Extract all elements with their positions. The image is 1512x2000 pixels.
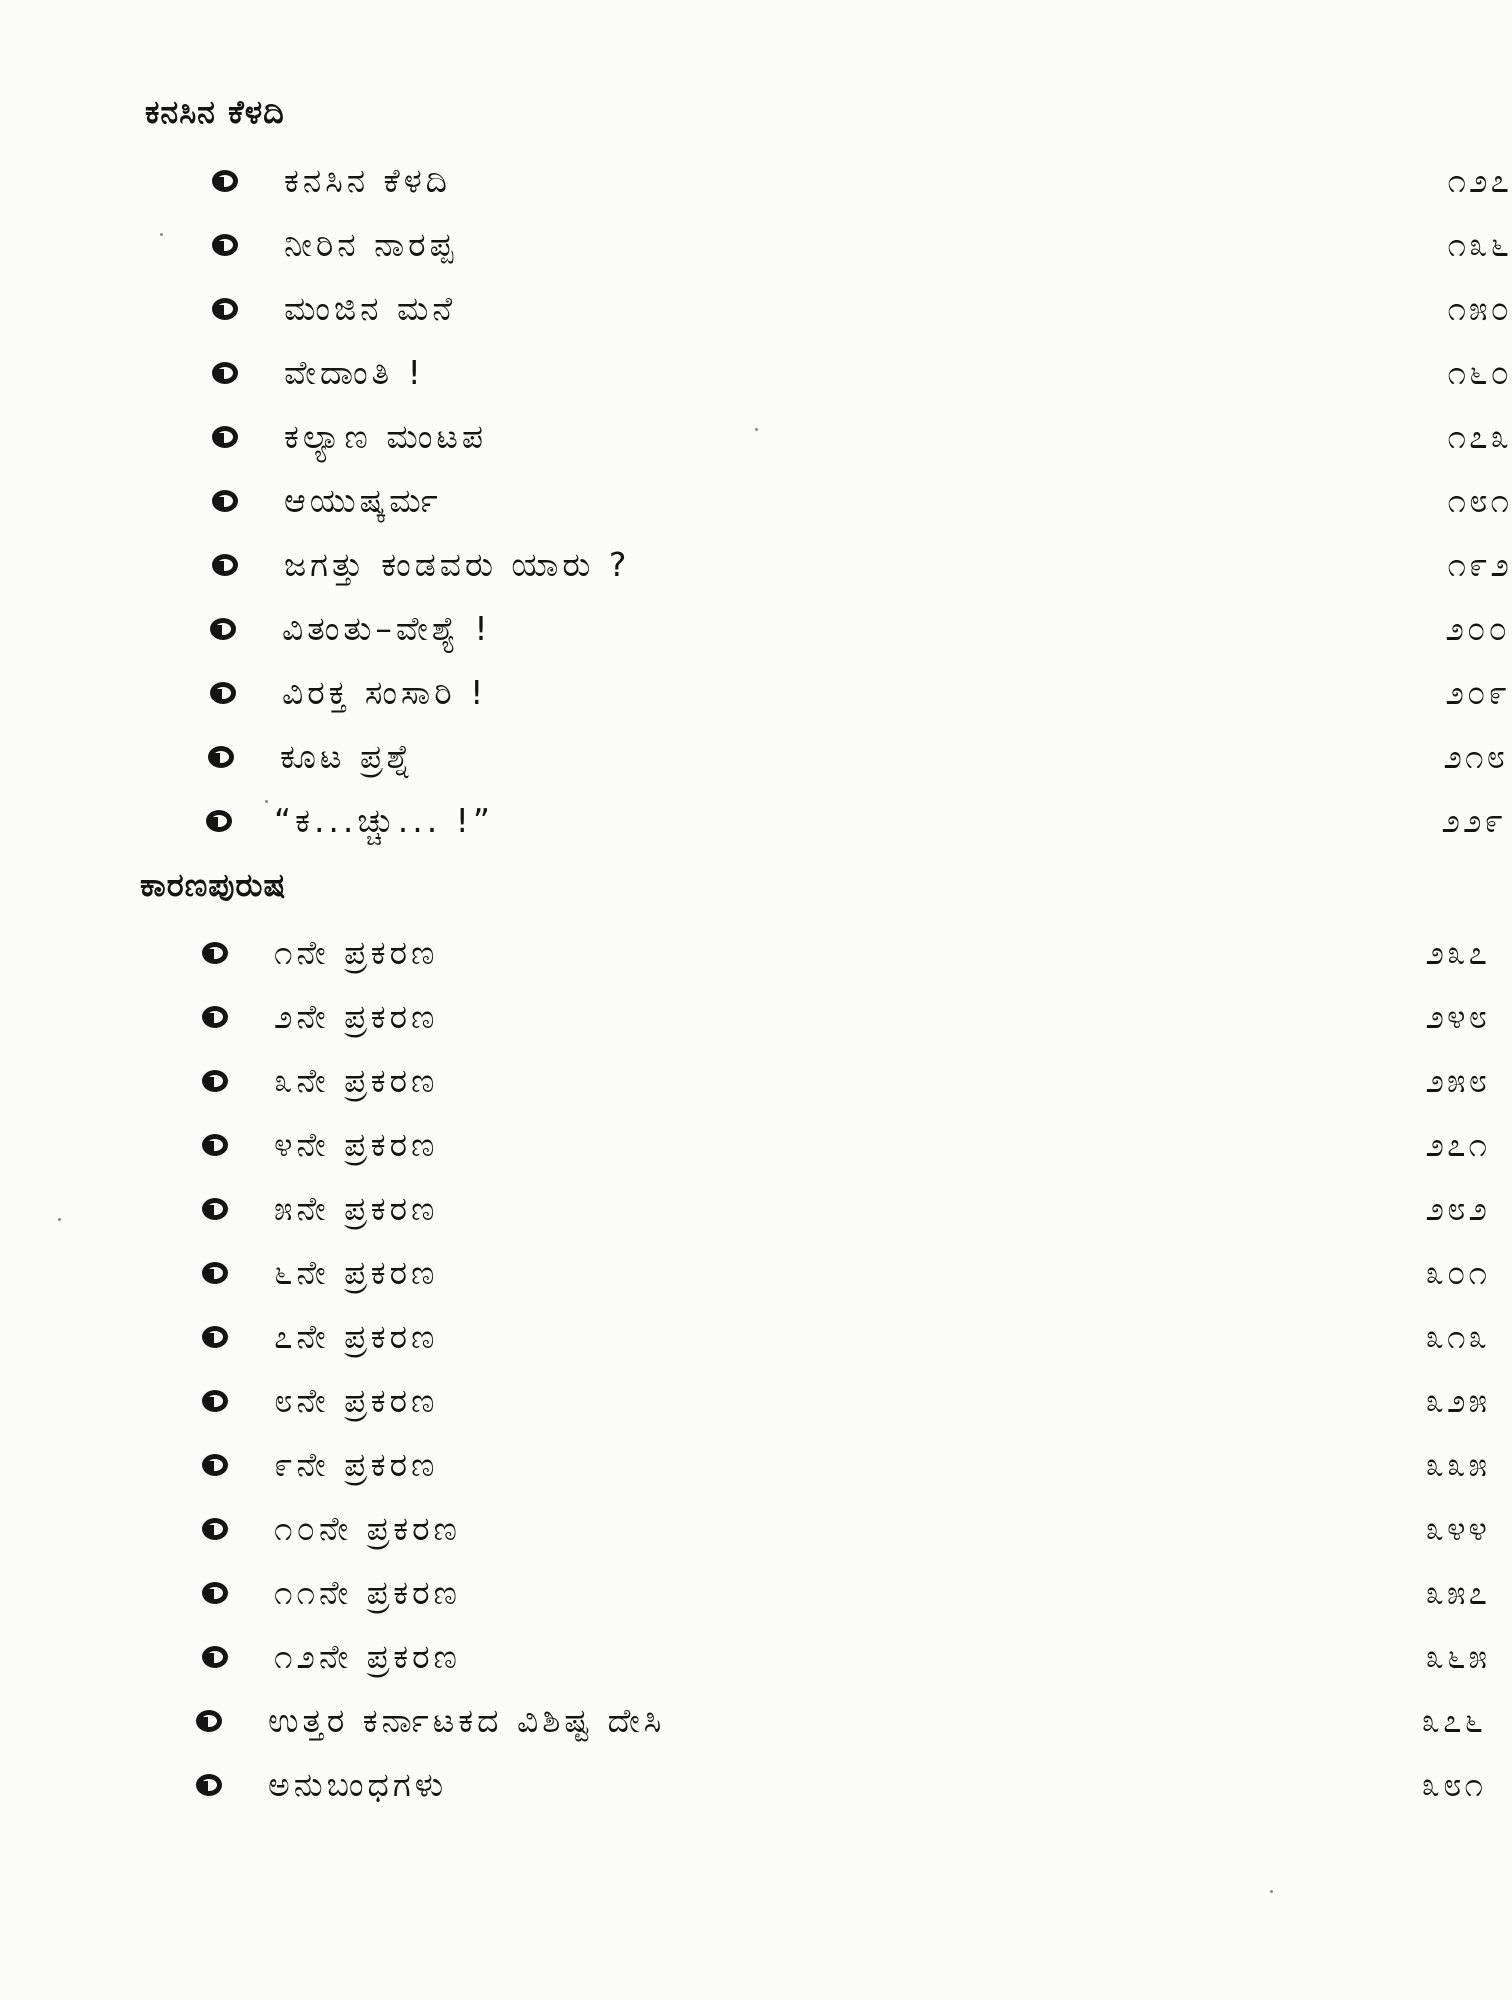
circle-bullet-icon [202, 1198, 228, 1220]
entry-page-number: ೧೫೦ [1447, 289, 1512, 328]
entry-title: ವೇದಾಂತಿ ! [284, 353, 425, 392]
entry-title: ೭ನೇ ಪ್ರಕರಣ [274, 1317, 439, 1356]
circle-bullet-icon [208, 746, 234, 768]
toc-entry [196, 1762, 1496, 1818]
entry-page-number: ೧೯೨ [1447, 545, 1512, 584]
circle-bullet-icon [212, 362, 238, 384]
entry-page-number: ೨೧೮ [1443, 737, 1508, 776]
entry-page-number: ೩೭೬ [1421, 1701, 1486, 1740]
toc-entry [210, 670, 1510, 726]
toc-entry [202, 1250, 1502, 1306]
circle-bullet-icon [202, 1326, 228, 1348]
entry-page-number: ೨೦೯ [1445, 673, 1510, 712]
entry-page-number: ೨೮೨ [1425, 1189, 1490, 1228]
toc-entry [202, 1570, 1502, 1626]
circle-bullet-icon [202, 1646, 228, 1668]
toc-entry [212, 414, 1512, 470]
entry-page-number: ೨೪೮ [1425, 997, 1490, 1036]
entry-page-number: ೧೬೦ [1447, 353, 1512, 392]
circle-bullet-icon [202, 1518, 228, 1540]
toc-entry [212, 286, 1512, 342]
section-heading: ಕನಸಿನ ಕೆಳದಿ [145, 93, 285, 131]
circle-bullet-icon [202, 1390, 228, 1412]
entry-title: ಮಂಜಿನ ಮನೆ [284, 289, 457, 328]
entry-page-number: ೩೦೧ [1425, 1253, 1490, 1292]
entry-title: ೮ನೇ ಪ್ರಕರಣ [274, 1381, 439, 1420]
entry-title: ೧೦ನೇ ಪ್ರಕರಣ [274, 1509, 461, 1548]
circle-bullet-icon [202, 1134, 228, 1156]
circle-bullet-icon [196, 1710, 222, 1732]
entry-title: ಉತ್ತರ ಕರ್ನಾಟಕದ ವಿಶಿಷ್ಟ ದೇಸಿ [268, 1701, 666, 1740]
toc-entry [212, 350, 1512, 406]
entry-title: ವಿತಂತು–ವೇಶ್ಯೆ ! [282, 609, 492, 648]
section-heading: ಕಾರಣಪುರುಷ [140, 866, 287, 904]
scan-speck [58, 1218, 61, 1221]
entry-page-number: ೨೨೯ [1441, 801, 1506, 840]
toc-entry [212, 542, 1512, 598]
toc-entry [202, 994, 1502, 1050]
entry-title: ೬ನೇ ಪ್ರಕರಣ [274, 1253, 439, 1292]
circle-bullet-icon [212, 490, 238, 512]
circle-bullet-icon [210, 682, 236, 704]
toc-entry [208, 734, 1508, 790]
entry-page-number: ೨೩೭ [1425, 933, 1490, 972]
scan-speck [1270, 1890, 1273, 1893]
entry-title: ಆಯುಷ್ಕರ್ಮ [284, 481, 442, 520]
circle-bullet-icon [202, 1070, 228, 1092]
circle-bullet-icon [196, 1774, 222, 1796]
entry-page-number: ೧೮೧ [1447, 481, 1512, 520]
toc-entry [202, 1058, 1502, 1114]
circle-bullet-icon [202, 1454, 228, 1476]
toc-entry [202, 1634, 1502, 1690]
toc-entry [210, 606, 1510, 662]
scan-speck [160, 233, 163, 236]
entry-title: ವಿರಕ್ತ ಸಂಸಾರಿ ! [282, 673, 488, 712]
entry-title: ೯ನೇ ಪ್ರಕರಣ [274, 1445, 439, 1484]
entry-title: “ಕ...ಚ್ಚು... !” [274, 801, 494, 840]
toc-entry [212, 222, 1512, 278]
entry-title: ೫ನೇ ಪ್ರಕರಣ [274, 1189, 439, 1228]
entry-page-number: ೩೧೩ [1425, 1317, 1490, 1356]
toc-entry [212, 478, 1512, 534]
toc-entry [202, 1314, 1502, 1370]
entry-title: ಕನಸಿನ ಕೆಳದಿ [284, 161, 451, 200]
entry-title: ಜಗತ್ತು ಕಂಡವರು ಯಾರು ? [284, 545, 631, 584]
entry-title: ಕೂಟ ಪ್ರಶ್ನೆ [280, 737, 415, 776]
scan-speck [265, 800, 268, 803]
toc-entry [206, 798, 1506, 854]
circle-bullet-icon [202, 1262, 228, 1284]
entry-page-number: ೨೦೦ [1445, 609, 1510, 648]
entry-title: ಅನುಬಂಧಗಳು [268, 1765, 448, 1804]
toc-entry [202, 1378, 1502, 1434]
toc-entry [212, 158, 1512, 214]
toc-entry [202, 930, 1502, 986]
entry-page-number: ೨೭೧ [1425, 1125, 1490, 1164]
entry-page-number: ೩೨೫ [1425, 1381, 1490, 1420]
entry-title: ೩ನೇ ಪ್ರಕರಣ [274, 1061, 439, 1100]
toc-entry [202, 1442, 1502, 1498]
entry-page-number: ೩೪೪ [1425, 1509, 1490, 1548]
entry-page-number: ೩೩೫ [1425, 1445, 1490, 1484]
toc-entry [202, 1506, 1502, 1562]
entry-title: ೧೧ನೇ ಪ್ರಕರಣ [274, 1573, 461, 1612]
circle-bullet-icon [212, 426, 238, 448]
entry-title: ೪ನೇ ಪ್ರಕರಣ [274, 1125, 439, 1164]
circle-bullet-icon [206, 810, 232, 832]
entry-page-number: ೩೮೧ [1421, 1765, 1486, 1804]
circle-bullet-icon [202, 1582, 228, 1604]
toc-entry [202, 1122, 1502, 1178]
circle-bullet-icon [212, 554, 238, 576]
circle-bullet-icon [212, 170, 238, 192]
toc-entry [202, 1186, 1502, 1242]
circle-bullet-icon [212, 298, 238, 320]
entry-title: ೧೨ನೇ ಪ್ರಕರಣ [274, 1637, 461, 1676]
entry-title: ಕಲ್ಯಾಣ ಮಂಟಪ [284, 417, 488, 456]
scan-speck [755, 428, 758, 431]
entry-page-number: ೧೭೩ [1447, 417, 1512, 456]
entry-page-number: ೩೬೫ [1425, 1637, 1490, 1676]
circle-bullet-icon [202, 1006, 228, 1028]
circle-bullet-icon [202, 942, 228, 964]
entry-title: ೨ನೇ ಪ್ರಕರಣ [274, 997, 439, 1036]
entry-page-number: ೧೨೭ [1447, 161, 1512, 200]
circle-bullet-icon [212, 234, 238, 256]
entry-page-number: ೧೩೬ [1447, 225, 1512, 264]
entry-page-number: ೨೫೮ [1425, 1061, 1490, 1100]
entry-title: ೧ನೇ ಪ್ರಕರಣ [274, 933, 439, 972]
toc-entry [196, 1698, 1496, 1754]
entry-title: ನೀರಿನ ನಾರಪ್ಪ [284, 225, 458, 264]
entry-page-number: ೩೫೭ [1425, 1573, 1490, 1612]
circle-bullet-icon [210, 618, 236, 640]
